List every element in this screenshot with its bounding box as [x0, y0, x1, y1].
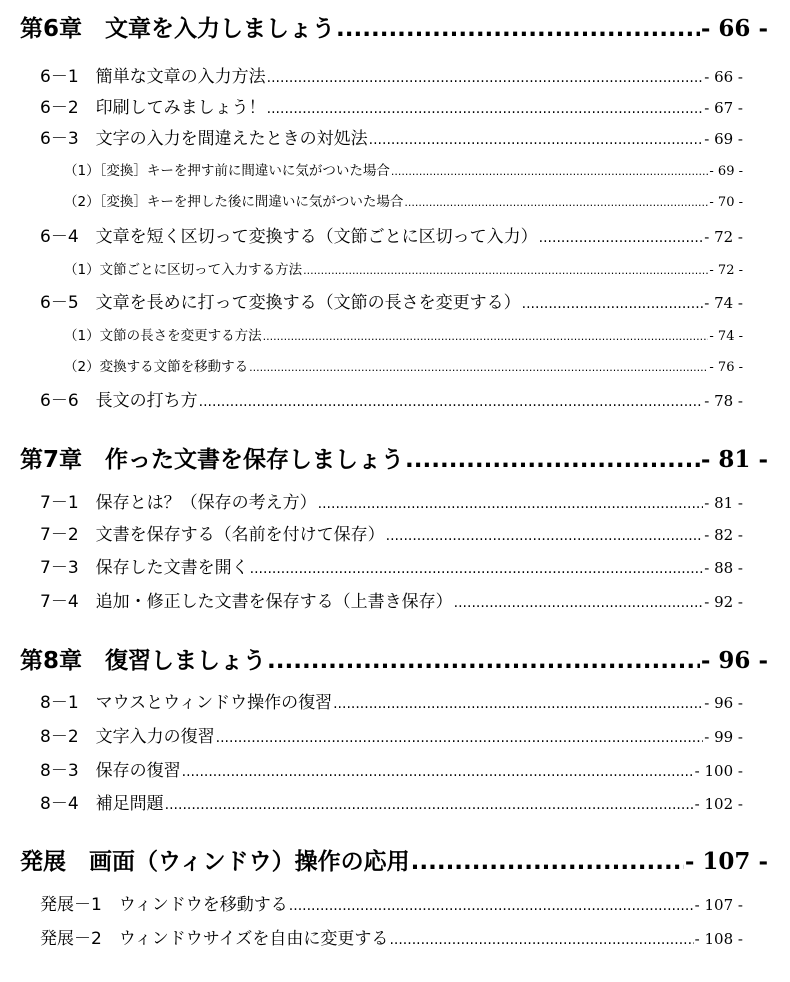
- leader-dots: [389, 932, 693, 948]
- page-number: - 99 -: [704, 728, 743, 746]
- page-number: - 78 -: [704, 392, 743, 410]
- page-number: - 82 -: [704, 526, 743, 544]
- toc-section-6-6: [0, 386, 790, 411]
- chapter-title: 第7章 作った文書を保存しましょう: [20, 447, 405, 473]
- page-number: - 96 -: [701, 647, 768, 674]
- toc-chapter-7: [0, 441, 790, 474]
- page-number: - 96 -: [704, 694, 743, 712]
- section-title: 8－4 補足問題: [40, 794, 164, 814]
- leader-dots: [336, 16, 700, 42]
- leader-dots: [386, 528, 704, 544]
- toc-section-adv-1: [0, 890, 790, 915]
- subsection-title: （2）［変換］キーを押した後に間違いに気がついた場合: [64, 194, 404, 210]
- leader-dots: [199, 394, 704, 410]
- page-number: - 72 -: [704, 228, 743, 246]
- toc-section-6-3: [0, 124, 790, 149]
- toc-chapter-advanced: [0, 843, 790, 876]
- section-title: 6－1 簡単な文章の入力方法: [40, 67, 266, 87]
- page-number: - 67 -: [704, 99, 743, 117]
- section-title: 7－3 保存した文書を開く: [40, 558, 249, 578]
- leader-dots: [522, 296, 704, 312]
- section-title: 7－2 文書を保存する（名前を付けて保存）: [40, 525, 385, 545]
- toc-section-adv-2: [0, 924, 790, 949]
- leader-dots: [267, 101, 704, 117]
- toc-subsection-6-5-2: [0, 355, 790, 375]
- leader-dots: [267, 70, 704, 86]
- section-title: 8－2 文字入力の復習: [40, 727, 215, 747]
- page-number: - 81 -: [704, 494, 743, 512]
- section-title: 発展－2 ウィンドウサイズを自由に変更する: [40, 929, 389, 949]
- leader-dots: [250, 561, 704, 577]
- leader-dots: [405, 447, 700, 473]
- toc-section-8-2: [0, 722, 790, 747]
- toc-section-6-2: [0, 93, 790, 118]
- page-number: - 102 -: [695, 795, 743, 813]
- leader-dots: [182, 764, 694, 780]
- subsection-title: （2）変換する文節を移動する: [64, 359, 249, 375]
- leader-dots: [289, 898, 694, 914]
- subsection-title: （1）文節の長さを変更する方法: [64, 328, 262, 344]
- page-number: - 76 -: [709, 360, 743, 375]
- page-number: - 74 -: [709, 329, 743, 344]
- toc-subsection-6-3-1: [0, 159, 790, 179]
- toc-section-8-3: [0, 756, 790, 781]
- page-number: - 72 -: [709, 263, 743, 278]
- toc-chapter-8: [0, 642, 790, 675]
- subsection-title: （1）［変換］キーを押す前に間違いに気がついた場合: [64, 163, 390, 179]
- chapter-title: 第6章 文章を入力しましょう: [20, 16, 336, 42]
- leader-dots: [391, 165, 709, 178]
- chapter-title: 第8章 復習しましょう: [20, 648, 267, 674]
- subsection-title: （1）文節ごとに区切って入力する方法: [64, 262, 303, 278]
- leader-dots: [333, 696, 703, 712]
- page-number: - 66 -: [704, 68, 743, 86]
- toc-section-7-4: [0, 587, 790, 612]
- leader-dots: [404, 196, 708, 209]
- leader-dots: [303, 264, 708, 277]
- section-title: 発展－1 ウィンドウを移動する: [40, 895, 288, 915]
- leader-dots: [263, 330, 709, 343]
- page-number: - 107 -: [695, 896, 743, 914]
- toc-section-6-4: [0, 222, 790, 247]
- toc-section-8-4: [0, 789, 790, 814]
- leader-dots: [165, 797, 694, 813]
- page-number: - 100 -: [695, 762, 743, 780]
- page-number: - 69 -: [709, 164, 743, 179]
- leader-dots: [539, 230, 704, 246]
- toc-section-6-1: [0, 62, 790, 87]
- toc-section-7-1: [0, 488, 790, 513]
- page-number: - 74 -: [704, 294, 743, 312]
- leader-dots: [369, 132, 704, 148]
- page-number: - 92 -: [704, 593, 743, 611]
- page-number: - 108 -: [695, 930, 743, 948]
- leader-dots: [454, 595, 704, 611]
- leader-dots: [216, 730, 704, 746]
- leader-dots: [318, 496, 704, 512]
- page-number: - 70 -: [709, 195, 743, 210]
- chapter-title: 発展 画面（ウィンドウ）操作の応用: [20, 849, 410, 875]
- page-number: - 69 -: [704, 130, 743, 148]
- section-title: 6－6 長文の打ち方: [40, 391, 198, 411]
- section-title: 6－5 文章を長めに打って変換する（文節の長さを変更する）: [40, 293, 521, 313]
- toc-subsection-6-3-2: [0, 190, 790, 210]
- section-title: 8－1 マウスとウィンドウ操作の復習: [40, 693, 333, 713]
- page-number: - 107 -: [685, 848, 768, 875]
- toc-section-7-2: [0, 520, 790, 545]
- section-title: 7－4 追加・修正した文書を保存する（上書き保存）: [40, 592, 453, 612]
- toc-section-8-1: [0, 688, 790, 713]
- toc-subsection-6-5-1: [0, 324, 790, 344]
- toc-chapter-6: [0, 10, 790, 43]
- page-number: - 88 -: [704, 559, 743, 577]
- leader-dots: [411, 849, 684, 875]
- toc-subsection-6-4-1: [0, 258, 790, 278]
- section-title: 6－4 文章を短く区切って変換する（文節ごとに区切って入力）: [40, 227, 538, 247]
- section-title: 8－3 保存の復習: [40, 761, 181, 781]
- page-number: - 81 -: [701, 446, 768, 473]
- page-number: - 66 -: [701, 15, 768, 42]
- toc-section-6-5: [0, 288, 790, 313]
- section-title: 6－2 印刷してみましょう！: [40, 98, 266, 118]
- leader-dots: [267, 648, 700, 674]
- section-title: 6－3 文字の入力を間違えたときの対処法: [40, 129, 368, 149]
- toc-section-7-3: [0, 553, 790, 578]
- section-title: 7－1 保存とは？（保存の考え方）: [40, 493, 317, 513]
- leader-dots: [249, 361, 708, 374]
